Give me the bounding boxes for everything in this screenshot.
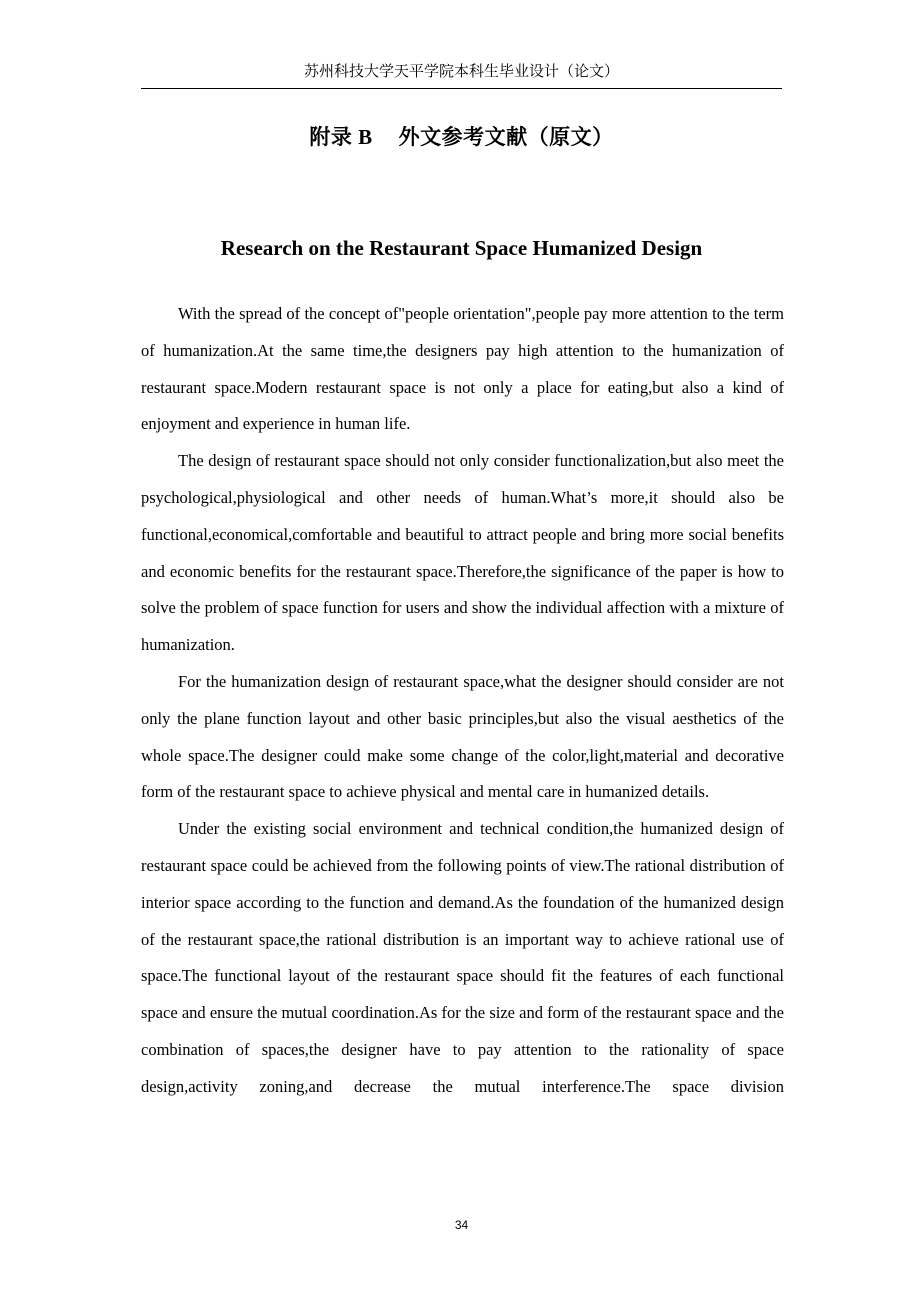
paragraph-1: With the spread of the concept of"people orientation",people pay more attention to the term of humanization.At the same time,the designers pay high attention to the humanization of restaurant space.Modern restaurant space is not only a place for eating,but also a kind of enjoyment and experience in human life. [141, 304, 784, 434]
paragraph-3: For the humanization design of restaurant space,what the designer should consider are not only the plane function layout and other basic principles,but also the visual aesthetics of the whole space.The designer could make some change of the color,light,material and decorative form of the restaurant space to achieve physical and mental care in humanized details. [141, 671, 784, 802]
appendix-label: 附录 B [309, 125, 373, 149]
paragraph-4: Under the existing social environment and technical condition,the humanized design of restaurant space could be achieved from the following points of view.The rational distribution of interior space according to the function and demand.As the foundation of the humanized design of the restaurant space,the rational distribution is an important way to achieve rational use of space.The functional layout of the restaurant space should fit the features of each functional space and ensure the mutual coordination.As for the size and form of the restaurant space and the combination of spaces,the designer have to pay attention to the rationality of space design,activity zoning,and decrease the mutual interference.The space division [141, 819, 784, 1096]
appendix-title: 外文参考文献（原文） [398, 125, 614, 149]
paragraph-2: The design of restaurant space should not only consider functionalization,but also meet the psychological,physiological and other needs of human.What’s more,it should also be functional,economical,comfortable and beautiful to attract people and bring more social benefits and economic benefits for the restaurant space.Therefore,the significance of the paper is how to solve the problem of space function for users and show the individual affection with a mixture of humanization. [141, 451, 784, 655]
article-body [141, 296, 784, 1106]
page-number: 34 [454, 1218, 469, 1232]
running-header-text: 苏州科技大学天平学院本科生毕业设计（论文） [303, 64, 619, 80]
appendix-heading [141, 122, 782, 152]
article-title: Research on the Restaurant Space Humanized Design [220, 236, 703, 260]
running-header [141, 62, 782, 89]
